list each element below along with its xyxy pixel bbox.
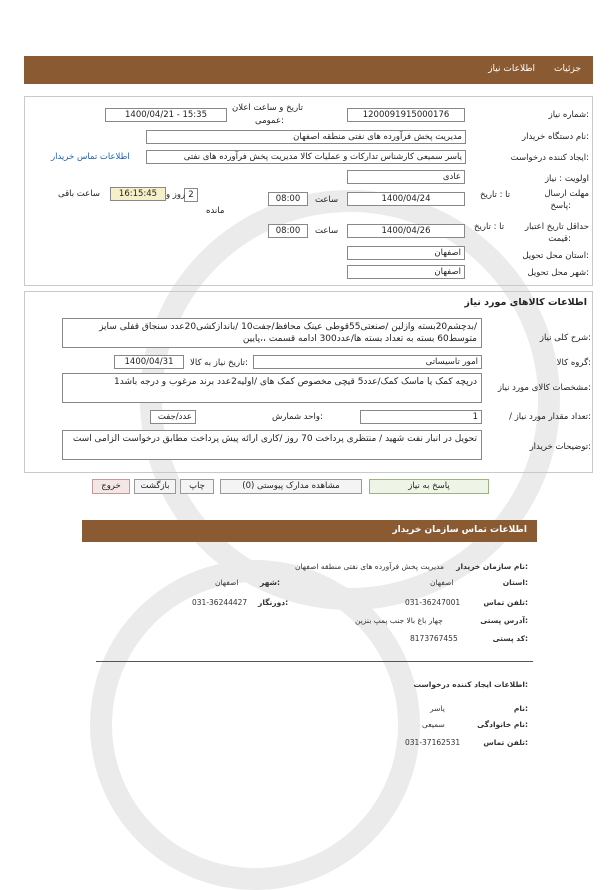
contact-city-label: شهر: bbox=[260, 578, 280, 587]
contact-province-label: استان: bbox=[502, 578, 528, 587]
spec-field: درپچه کمک یا ماسک کمک/عدد5 قیچی مخصوص کمک های /اولیه2عدد برند مرغوب و درجه باشد1 bbox=[62, 373, 482, 403]
buyer-label: نام دستگاه خریدار: bbox=[522, 132, 589, 142]
deadline-label-line2: پاسخ: bbox=[550, 201, 571, 211]
validity-label-line2: قیمت: bbox=[548, 234, 571, 244]
creator-last-name-value: سمیعی bbox=[422, 720, 445, 729]
creator-field: یاسر سمیعی کارشناس تدارکات و عملیات کالا مدیریت پخش فرآورده های نفتی bbox=[146, 150, 466, 164]
remaining-days-field: 2 bbox=[184, 188, 198, 202]
org-name-value: مدیریت پخش فرآورده های نفتی منطقه اصفهان bbox=[295, 562, 444, 571]
creator-phone-label: تلفن تماس: bbox=[483, 738, 528, 747]
announce-datetime-field: 1400/04/21 - 15:35 bbox=[105, 108, 227, 122]
buyer-note-label: توضیحات خریدار: bbox=[529, 442, 591, 452]
org-name-label: نام سازمان خریدار: bbox=[456, 562, 528, 571]
contact-phone-value: 031-36247001 bbox=[405, 598, 461, 607]
breadcrumb-details[interactable]: جزئیات bbox=[554, 64, 581, 74]
quantity-label: / تعداد مقدار مورد نیاز: bbox=[509, 412, 591, 422]
need-date-label: تاریخ نیاز به کالا: bbox=[190, 358, 248, 368]
validity-label: حداقل تاریخ اعتبار bbox=[524, 222, 589, 232]
print-button[interactable]: چاپ bbox=[180, 479, 214, 494]
validity-date-field: 1400/04/26 bbox=[347, 224, 465, 238]
watermark-ring-bottom bbox=[90, 560, 420, 890]
creator-last-name-label: نام خانوادگی: bbox=[477, 720, 528, 729]
contact-address-value: چهار باغ بالا جنب پمپ بنزین bbox=[355, 616, 443, 625]
contact-city-value: اصفهان bbox=[215, 578, 239, 587]
remaining-time-field: 16:15:45 bbox=[110, 187, 166, 201]
validity-to-date-label: تا : تاریخ bbox=[474, 222, 505, 232]
unit-label: واحد شمارش: bbox=[272, 412, 323, 422]
unit-field: عدد/جفت bbox=[150, 410, 196, 424]
description-field: /بدچشم20بسته وازلین /صنعتی55قوطی عینک محافظ/جفت10 /باندازکشی20عدد سنجاق قفلی سایز متوسط60 بسته به تعداد بسته ها/عدد300 ادامه قسمت ،،پایین bbox=[62, 318, 482, 348]
contact-phone-label: تلفن تماس: bbox=[483, 598, 528, 607]
announce-label: تاریخ و ساعت اعلان bbox=[232, 103, 304, 113]
contact-section-bar bbox=[82, 520, 537, 542]
breadcrumb-need-info[interactable]: اطلاعات نیاز bbox=[488, 64, 535, 74]
need-number-label: شماره نیاز: bbox=[548, 110, 589, 120]
deadline-label: مهلت ارسال bbox=[544, 189, 589, 199]
province-field: اصفهان bbox=[347, 246, 465, 260]
top-navigation-bar bbox=[24, 56, 593, 84]
goods-section-title: اطلاعات کالاهای مورد نیاز bbox=[464, 297, 587, 308]
validity-time-label: ساعت bbox=[315, 226, 339, 236]
deadline-date-field: 1400/04/24 bbox=[347, 192, 465, 206]
remaining-suffix-label-2: مانده bbox=[206, 206, 225, 216]
announce-label-line2: عمومی: bbox=[255, 116, 284, 126]
contact-province-value: اصفهان bbox=[430, 578, 454, 587]
description-label: شرح کلی نیاز: bbox=[539, 333, 591, 343]
contact-section-title: اطلاعات تماس سازمان خریدار bbox=[392, 525, 527, 535]
group-label: گروه کالا: bbox=[556, 358, 591, 368]
contact-divider bbox=[96, 661, 533, 662]
creator-first-name-value: یاسر bbox=[430, 704, 445, 713]
contact-postal-label: کد پستی: bbox=[492, 634, 528, 643]
priority-label: اولویت : نیاز bbox=[544, 174, 589, 184]
province-label: استان محل تحویل: bbox=[522, 251, 589, 261]
contact-fax-label: دورنگار: bbox=[258, 598, 289, 607]
back-button[interactable]: بازگشت bbox=[134, 479, 176, 494]
creator-first-name-label: نام: bbox=[513, 704, 528, 713]
need-number-field: 1200091915000176 bbox=[347, 108, 465, 122]
contact-fax-value: 031-36244427 bbox=[192, 598, 248, 607]
buyer-contact-link[interactable]: اطلاعات تماس خریدار bbox=[51, 152, 130, 162]
attachments-button[interactable]: مشاهده مدارک پیوستی (0) bbox=[220, 479, 362, 494]
remaining-suffix-label: ساعت باقی bbox=[58, 189, 100, 199]
need-date-field: 1400/04/31 bbox=[114, 355, 184, 369]
spec-label: مشخصات کالای مورد نیاز: bbox=[497, 383, 591, 393]
validity-time-field: 08:00 bbox=[268, 224, 308, 238]
contact-postal-value: 8173767455 bbox=[410, 634, 458, 643]
priority-field: عادی bbox=[347, 170, 465, 184]
exit-button[interactable]: خروج bbox=[92, 479, 130, 494]
remaining-days-label: روز و bbox=[166, 190, 186, 200]
contact-address-label: آدرس پستی: bbox=[480, 616, 528, 625]
deadline-time-label: ساعت bbox=[315, 195, 339, 205]
deadline-time-field: 08:00 bbox=[268, 192, 308, 206]
creator-label: ایجاد کننده درخواست: bbox=[510, 153, 589, 163]
buyer-note-field: تحویل در انبار نفت شهید / منتظری پرداخت 70 روز /کاری ارائه پیش پرداخت مطابق درخواست الزامی است bbox=[62, 430, 482, 460]
quantity-field: 1 bbox=[360, 410, 482, 424]
city-label: شهر محل تحویل: bbox=[527, 268, 589, 278]
reply-button[interactable]: پاسخ به نیاز bbox=[369, 479, 489, 494]
city-field: اصفهان bbox=[347, 265, 465, 279]
creator-section-title: اطلاعات ایجاد کننده درخواست: bbox=[413, 680, 528, 689]
group-field: امور تاسیساتی bbox=[253, 355, 482, 369]
creator-phone-value: 031-37162531 bbox=[405, 738, 461, 747]
buyer-field: مدیریت پخش فرآورده های نفتی منطقه اصفهان bbox=[146, 130, 466, 144]
deadline-to-date-label: تا : تاریخ bbox=[480, 190, 511, 200]
